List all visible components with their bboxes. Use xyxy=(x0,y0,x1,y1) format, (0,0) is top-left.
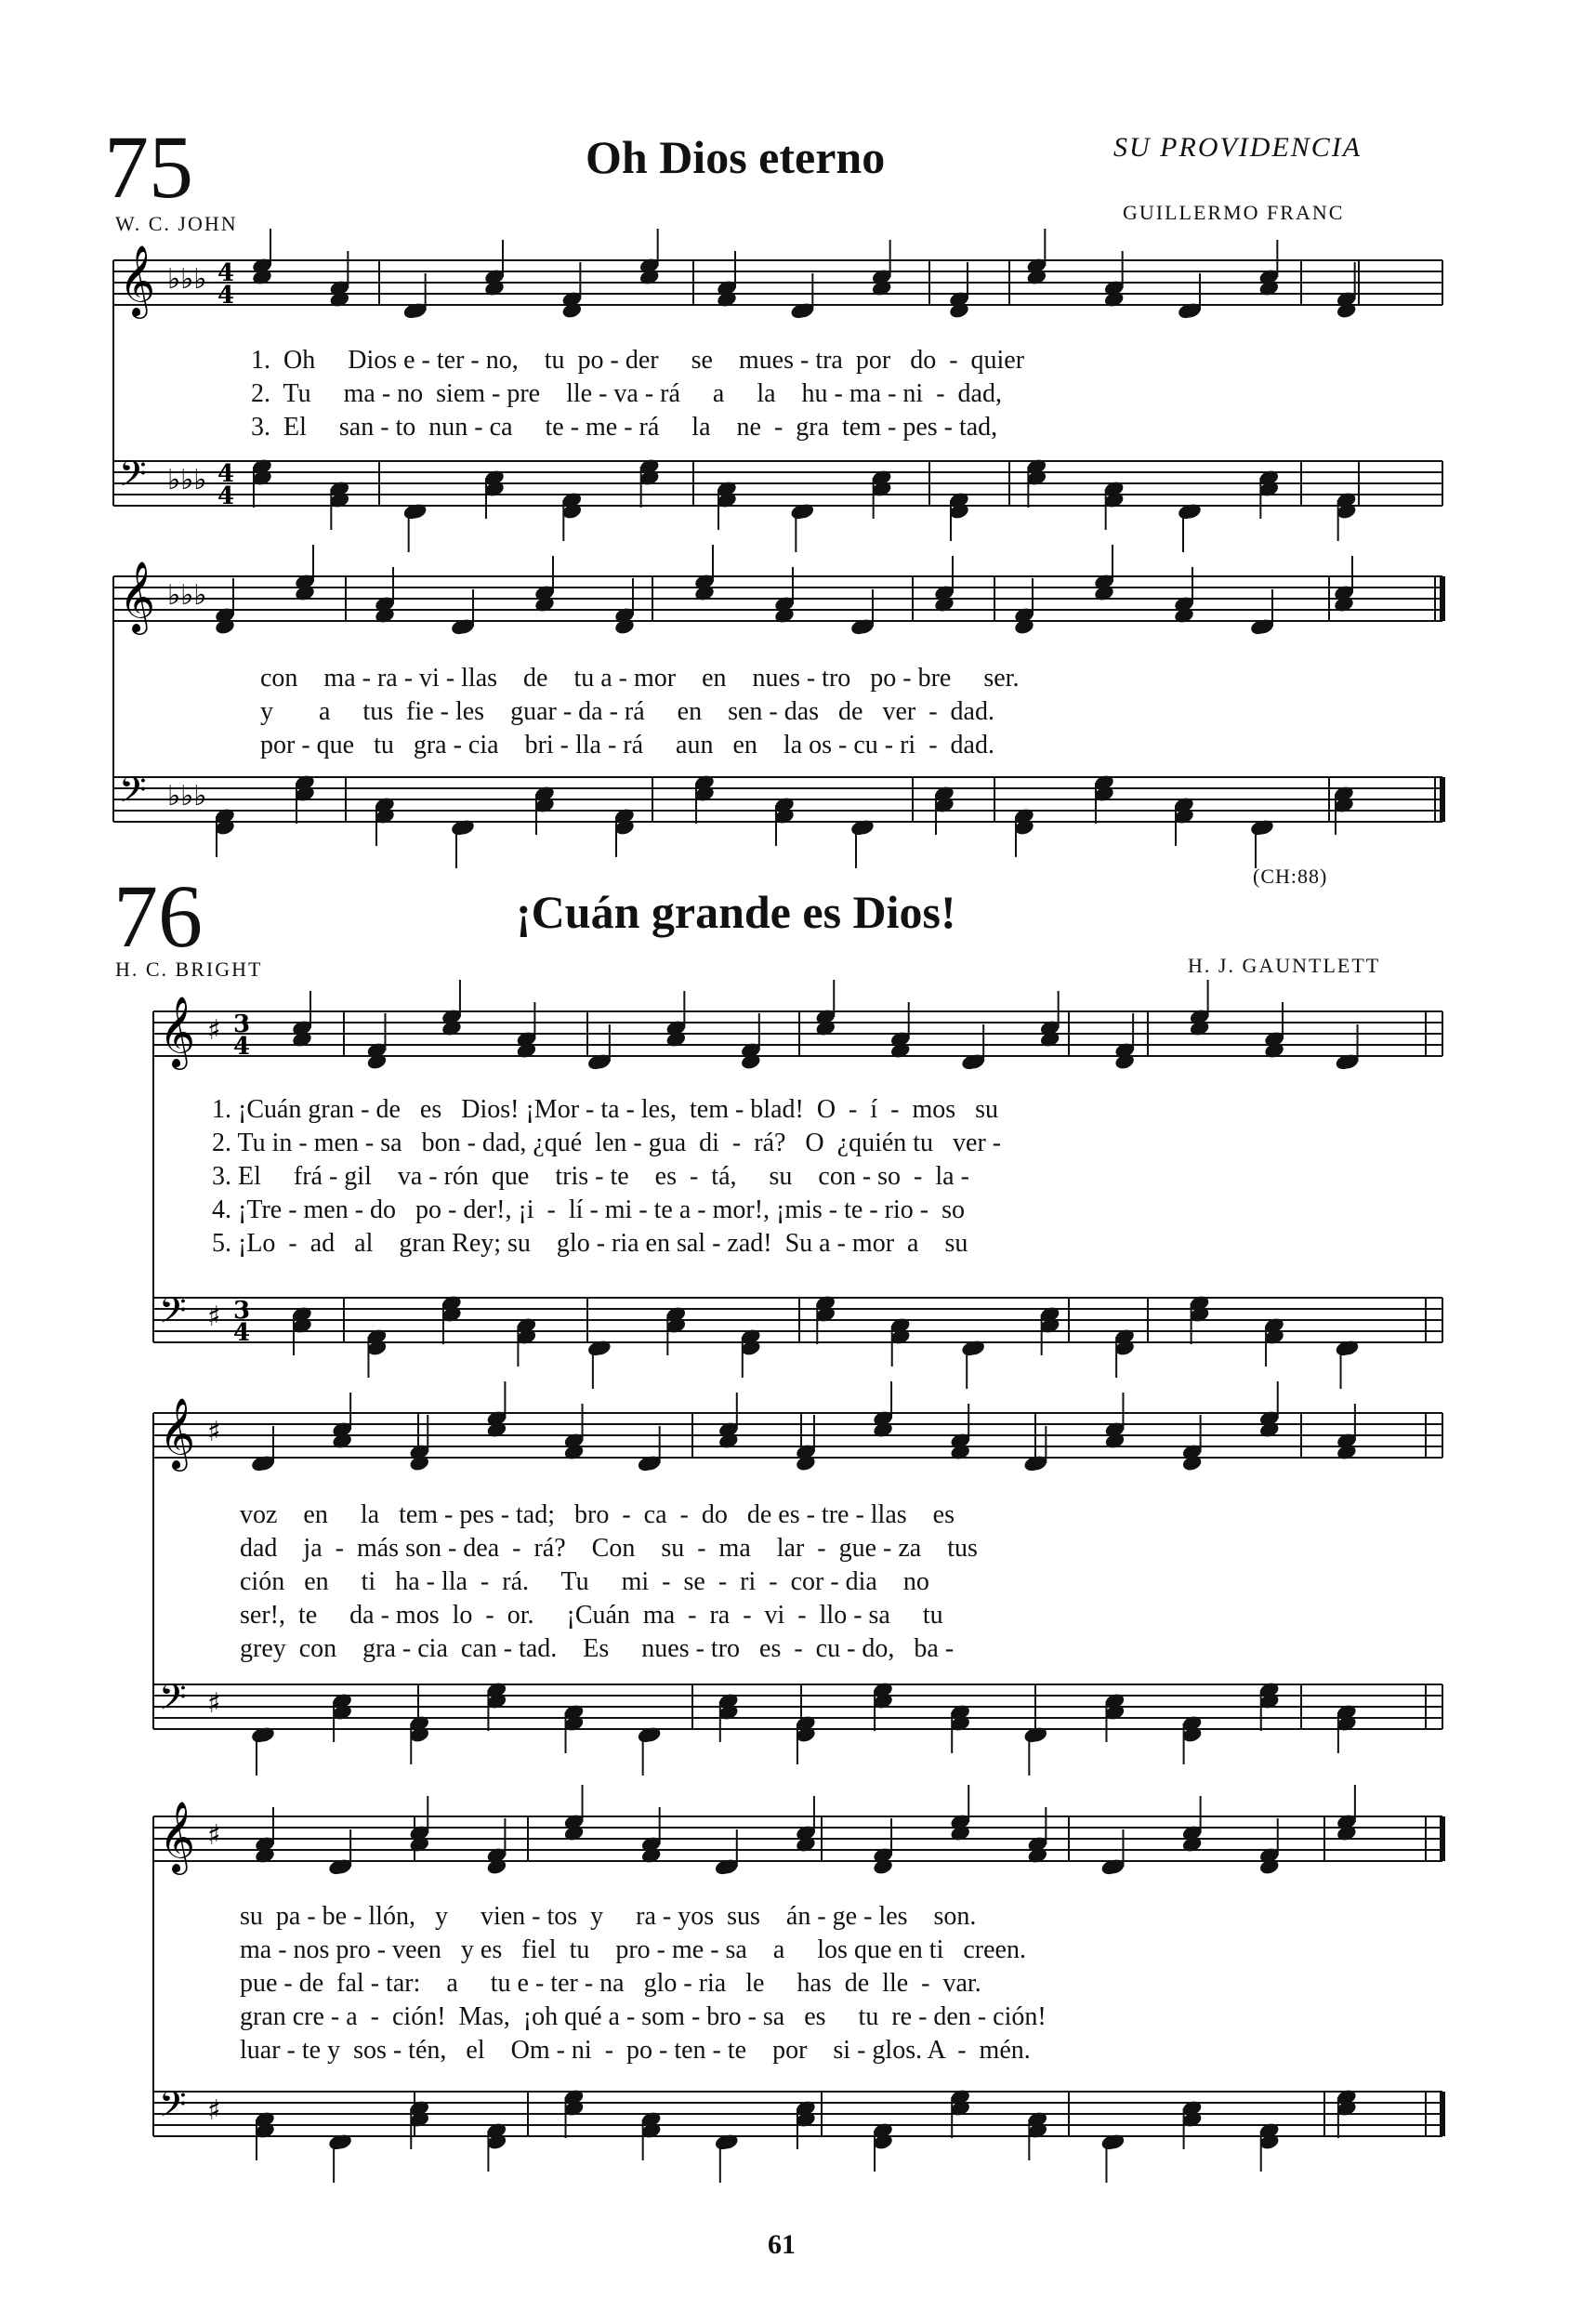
page-number: 61 xyxy=(768,2229,796,2260)
lyric-line: voz en la tem - pes - tad; bro - ca - do de es - tre - llas es xyxy=(240,1500,955,1529)
lyric-line: dad ja - más son - dea - rá? Con su - ma lar - gue - za tus xyxy=(240,1534,978,1563)
flat-icon: ♭♭♭ xyxy=(167,263,207,296)
time-signature: 3 xyxy=(233,1297,251,1325)
lyric-line: con ma - ra - vi - llas de tu a - mor en nues - tro po - bre ser. xyxy=(260,664,1020,693)
lyric-line: 1. ¡Cuán gran - de es Dios! ¡Mor - ta - les, tem - blad! O - í - mos su xyxy=(212,1095,999,1124)
lyric-line: 2. Tu in - men - sa bon - dad, ¿qué len - gua di - rá? O ¿quién tu ver - xyxy=(212,1129,1002,1157)
hymn-number: 76 xyxy=(113,866,203,966)
lyric-line: 4. ¡Tre - men - do po - der!, ¡i - lí - mi - te a - mor!, ¡mis - te - rio - so xyxy=(212,1195,965,1224)
sharp-icon: ♯ xyxy=(207,1301,221,1333)
lyric-line: y a tus fie - les guar - da - rá en sen - das de ver - dad. xyxy=(260,697,994,726)
lyricist-credit: W. C. JOHN xyxy=(115,212,238,235)
time-signature: 4 xyxy=(217,460,235,488)
hymn-topic: SU PROVIDENCIA xyxy=(1113,132,1363,163)
lyric-line: 3. El san - to nun - ca te - me - rá la ne - gra tem - pes - tad, xyxy=(251,413,998,442)
lyric-line: grey con gra - cia can - tad. Es nues - tro es - cu - do, ba - xyxy=(240,1634,955,1663)
sharp-icon: ♯ xyxy=(207,2094,221,2127)
sharp-icon: ♯ xyxy=(207,1416,221,1448)
sharp-icon: ♯ xyxy=(207,1819,221,1852)
lyric-line: ma - nos pro - veen y es fiel tu pro - me - sa a los que en ti creen. xyxy=(240,1935,1026,1964)
sharp-icon: ♯ xyxy=(207,1687,221,1720)
bass-clef-icon: 𝄢 xyxy=(159,1289,187,1340)
hymn-title: Oh Dios eterno xyxy=(586,131,886,183)
treble-clef-icon: 𝄞 xyxy=(159,1801,196,1872)
tune-reference: (CH:88) xyxy=(1253,865,1328,888)
bass-clef-icon: 𝄢 xyxy=(159,1676,187,1726)
hymn-number: 75 xyxy=(104,117,193,217)
bass-clef-icon: 𝄢 xyxy=(119,453,147,503)
flat-icon: ♭♭♭ xyxy=(167,464,207,496)
flat-icon: ♭♭♭ xyxy=(167,780,207,812)
time-signature: 3 xyxy=(233,1010,251,1038)
hymn-title: ¡Cuán grande es Dios! xyxy=(516,886,956,938)
time-signature: 4 xyxy=(233,1319,251,1347)
lyric-line: pue - de fal - tar: a tu e - ter - na glo - ria le has de lle - var. xyxy=(240,1969,981,1998)
flat-icon: ♭♭♭ xyxy=(167,579,207,612)
treble-clef-icon: 𝄞 xyxy=(159,996,196,1067)
lyric-line: 1. Oh Dios e - ter - no, tu po - der se mues - tra por do - quier xyxy=(251,346,1025,375)
lyric-line: 2. Tu ma - no siem - pre lle - va - rá a la hu - ma - ni - dad, xyxy=(251,379,1002,408)
time-signature: 4 xyxy=(233,1033,251,1061)
lyric-line: su pa - be - llón, y vien - tos y ra - yos sus án - ge - les son. xyxy=(240,1902,977,1931)
sharp-icon: ♯ xyxy=(207,1014,221,1047)
treble-clef-icon: 𝄞 xyxy=(119,561,156,632)
lyric-line: luar - te y sos - tén, el Om - ni - po - ten - te por si - glos. A - mén. xyxy=(240,2036,1031,2065)
composer-credit: H. J. GAUNTLETT xyxy=(1188,954,1381,977)
time-signature: 4 xyxy=(217,259,235,287)
treble-clef-icon: 𝄞 xyxy=(159,1397,196,1469)
composer-credit: GUILLERMO FRANC xyxy=(1123,201,1345,224)
treble-clef-icon: 𝄞 xyxy=(119,244,156,316)
lyric-line: gran cre - a - ción! Mas, ¡oh qué a - som - bro - sa es tu re - den - ción! xyxy=(240,2002,1047,2031)
lyricist-credit: H. C. BRIGHT xyxy=(115,957,263,981)
lyric-line: ción en ti ha - lla - rá. Tu mi - se - ri - cor - dia no xyxy=(240,1567,929,1596)
bass-clef-icon: 𝄢 xyxy=(119,769,147,819)
bass-clef-icon: 𝄢 xyxy=(159,2083,187,2133)
lyric-line: ser!, te da - mos lo - or. ¡Cuán ma - ra - vi - llo - sa tu xyxy=(240,1601,943,1630)
lyric-line: 5. ¡Lo - ad al gran Rey; su glo - ria en sal - zad! Su a - mor a su xyxy=(212,1229,968,1258)
time-signature: 4 xyxy=(217,482,235,510)
lyric-line: 3. El frá - gil va - rón que tris - te es - tá, su con - so - la - xyxy=(212,1162,969,1191)
lyric-line: por - que tu gra - cia bri - lla - rá aun en la os - cu - ri - dad. xyxy=(260,731,994,759)
time-signature: 4 xyxy=(217,282,235,310)
